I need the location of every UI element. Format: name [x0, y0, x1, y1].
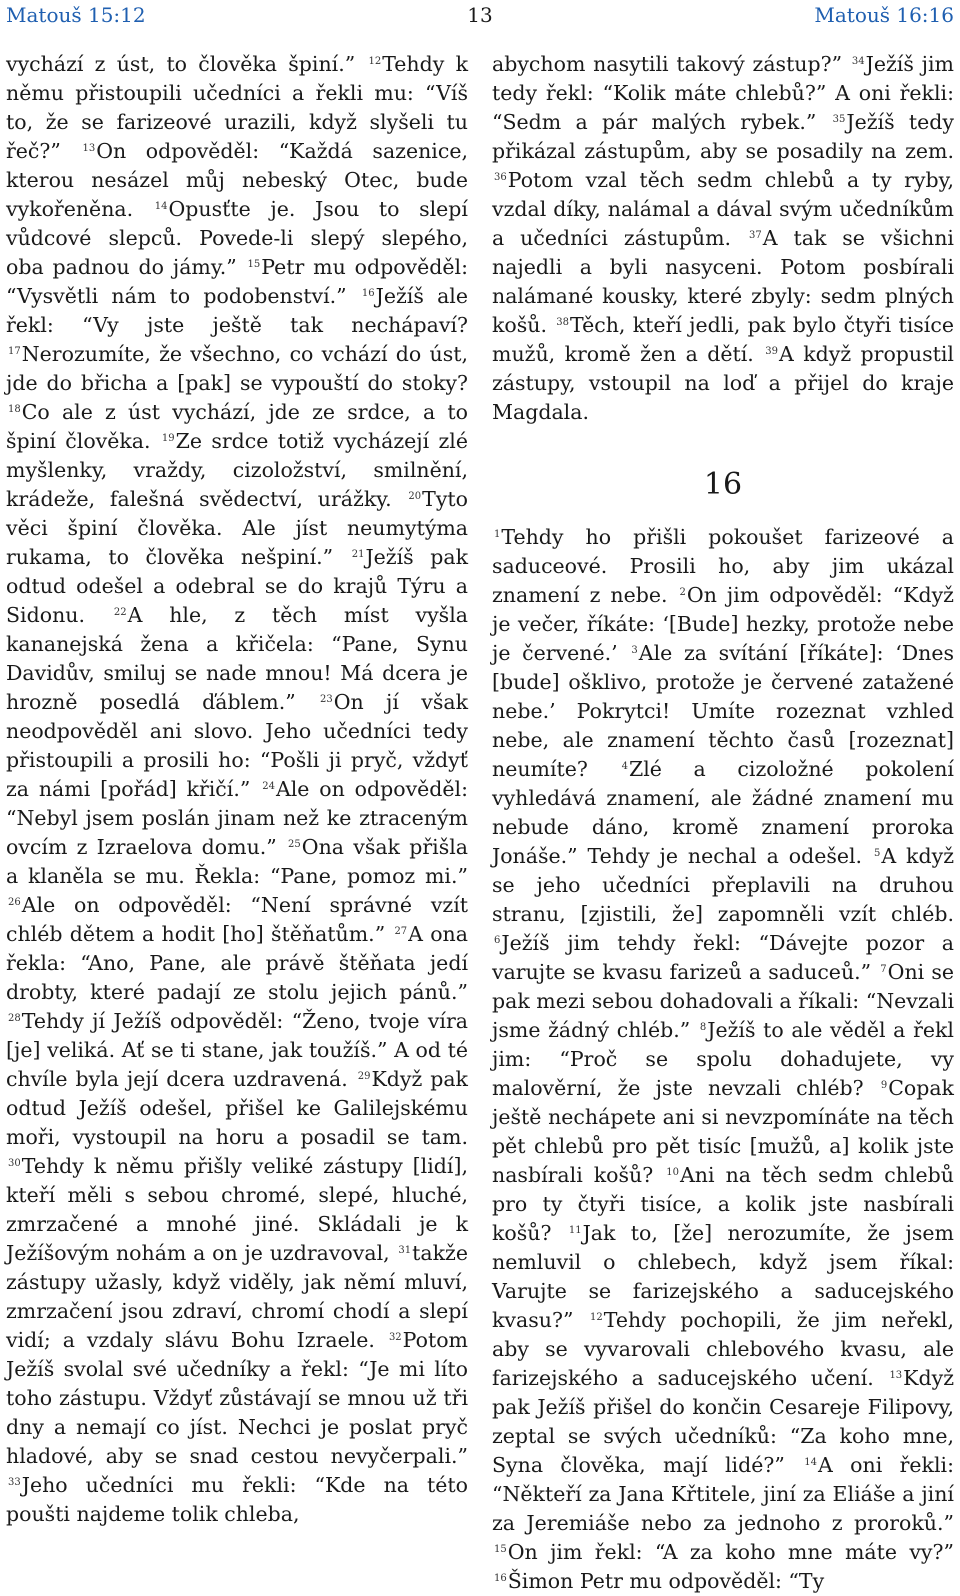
verse-number: 24 [262, 781, 275, 792]
verse-text: abychom nasytili takový zástup?” [492, 52, 843, 76]
verse-number: 17 [8, 346, 21, 357]
verse-number: 35 [832, 114, 846, 125]
verse-text: takže zástupy užasly, když viděly, jak němí mluví, zmrzačení jsou zdraví, chromí chodí a slepí vidí; a vzdaly slávu Bohu Izraele. [6, 1241, 468, 1352]
verse-text: Tehdy k němu přišly veliké zástupy [lidí], kteří měli s sebou chromé, slepé, hluché, zmrzačené a mnohé jiné. Skládali je k Ježíšovým nohám a on je uzdravoval, [6, 1154, 468, 1265]
verse-number: 12 [368, 56, 382, 67]
verse-text: Tehdy k němu přistoupili učedníci a řekli mu: “Víš to, že se farizeové urazili, když slyšeli tu řeč?” [6, 52, 468, 163]
verse-number: 19 [161, 433, 175, 444]
verse-text: Ježíš jim tehdy řekl: “Dávejte pozor a varujte se kvasu farizeů a saduceů.” [492, 931, 954, 984]
verse-number: 15 [247, 259, 261, 270]
verse-number: 18 [8, 404, 21, 415]
verse-number: 3 [631, 645, 638, 656]
verse-number: 13 [82, 143, 96, 154]
verse-number: 23 [320, 694, 333, 705]
verse-number: 4 [621, 761, 628, 772]
verse-text: Tehdy jí Ježíš odpověděl: “Ženo, tvoje víra [je] veliká. Ať se ti stane, jak toužíš.” A od té chvíle byla její dcera uzdravená. [6, 1009, 468, 1091]
verse-text: Ježíš tedy přikázal zástupům, aby se posadily na zem. [492, 110, 954, 163]
verse-number: 21 [351, 549, 365, 560]
verse-text: Oni se pak mezi sebou dohadovali a říkali: “Nevzali jsme žádný chléb.” [492, 960, 954, 1042]
verse-text: Opusťte je. Jsou to slepí vůdcové slepců. Povede-li slepý slepého, oba padnou do jámy.” [6, 197, 468, 279]
verse-text: Tehdy ho přišli pokoušet farizeové a saduceové. Prosili ho, aby jim ukázal znamení z nebe. [492, 525, 954, 607]
verse-text: Jak to, [že] nerozumíte, že jsem nemluvil o chlebech, když jsem říkal: Varujte se farizejského a saducejského kvasu?” [492, 1221, 954, 1332]
verse-number: 38 [556, 317, 570, 328]
verse-number: 16 [361, 288, 375, 299]
verse-number: 31 [398, 1245, 412, 1256]
verse-text: Když pak odtud Ježíš odešel, přišel ke Galilejskému moři, vystoupil na horu a posadil se tam. [6, 1067, 468, 1149]
verse-text: Petr mu odpověděl: “Vysvětli nám to podobenství.” [6, 255, 468, 308]
verse-number: 36 [494, 172, 507, 183]
verse-text: On odpověděl: “Každá sazenice, kterou nesázel můj nebeský Otec, bude vykořeněna. [6, 139, 468, 221]
verse-text: Ze srdce totiž vycházejí zlé myšlenky, vraždy, cizoložství, smilnění, krádeže, falešná svědectví, urážky. [6, 429, 468, 511]
verse-number: 6 [494, 935, 501, 946]
verse-text: Zlé a cizoložné pokolení vyhledává znamení, ale žádné znamení mu nebude dáno, kromě znamení proroka Jonáše.” Tehdy je nechal a odešel. [492, 757, 954, 868]
verse-number: 14 [804, 1457, 817, 1468]
verse-text: Ale on odpověděl: “Nebyl jsem poslán jinam než ke ztraceným ovcím z Izraelova domu.” [6, 777, 468, 859]
verse-number: 8 [699, 1022, 707, 1033]
verse-text: Ale za svítání [říkáte]: ‘Dnes [bude] ošklivo, protože je červené zatažené nebe.’ Pokrytci! Umíte rozeznat vzhled nebe, ale znamení těchto časů [rozeznat] neumíte? [492, 641, 955, 781]
verse-text: Potom vzal těch sedm chlebů a ty ryby, vzdal díky, nalámal a dával svým učedníkům a učedníci zástupům. [492, 168, 954, 250]
page-number: 13 [467, 3, 493, 27]
verse-text: A ona řekla: “Ano, Pane, ale právě štěňata jedí drobty, které padají ze stolu jejich pánů.” [6, 922, 468, 1004]
verse-number: 39 [765, 346, 778, 357]
verse-text: On jim odpověděl: “Když je večer, říkáte: ‘[Bude] hezky, protože nebe je červené.’ [492, 583, 954, 665]
verse-text: Nerozumíte, že všechno, co vchází do úst, jde do břicha a [pak] se vypouští do stoky? [6, 342, 468, 395]
verse-text: Tehdy pochopili, že jim neřekl, aby se vyvarovali chlebového kvasu, ale farizejského a saducejského učení. [492, 1308, 954, 1390]
page-header [0, 0, 960, 30]
right-column [492, 50, 954, 1596]
verse-number: 12 [590, 1312, 603, 1323]
verse-text: A když propustil zástupy, vstoupil na loď a přijel do kraje Magdala. [492, 342, 954, 424]
verse-number: 27 [394, 926, 408, 937]
verse-number: 7 [880, 964, 887, 975]
verse-text: Copak ještě nechápete ani si nevzpomínáte na těch pět chlebů pro pět tisíc [mužů, a] kolik jste nasbírali košů? [492, 1076, 954, 1187]
verse-text: Jeho učedníci mu řekli: “Kde na této poušti najdeme tolik chleba, [6, 1473, 468, 1526]
verse-number: 9 [880, 1080, 888, 1091]
verse-text: Když pak Ježíš přišel do končin Cesareje Filipovy, zeptal se svých učedníků: “Za koho mne, Syna člověka, mají lidé?” [492, 1366, 954, 1477]
verse-text: Co ale z úst vychází, jde ze srdce, a to špiní člověka. [6, 400, 468, 453]
verse-text: Ježíš to ale věděl a řekl jim: “Proč se spolu dohadujete, vy malověrní, že jste nevzali chléb? [492, 1018, 954, 1100]
verse-number: 11 [568, 1225, 582, 1236]
verse-text: Tyto věci špiní člověka. Ale jíst neumytýma rukama, to člověka nešpiní.” [6, 487, 468, 569]
verse-text: Ale on odpověděl: “Není správné vzít chléb dětem a hodit [ho] štěňatům.” [6, 893, 468, 946]
verse-text: Ježíš pak odtud odešel a odebral se do krajů Týru a Sidonu. [6, 545, 468, 627]
verse-number: 14 [154, 201, 168, 212]
verse-text: Šimon Petr mu odpověděl: “Ty [507, 1569, 825, 1593]
text-block [492, 523, 954, 1596]
verse-text: A oni řekli: “Někteří za Jana Křtitele, jiní za Eliáše a jiní za Jeremiáše nebo za jednoho z proroků.” [492, 1453, 954, 1535]
verse-number: 2 [679, 587, 686, 598]
verse-text: Ona však přišla a klaněla se mu. Řekla: “Pane, pomoz mi.” [6, 835, 468, 888]
header-left-reference: Matouš 15:12 [6, 3, 146, 27]
verse-text: A tak se všichni najedli a byli nasyceni. Potom posbírali nalámané kousky, které zbyly: sedm plných košů. [492, 226, 954, 337]
text-block [6, 50, 468, 1529]
verse-number: 20 [408, 491, 422, 502]
header-right-reference: Matouš 16:16 [814, 3, 954, 27]
verse-number: 28 [8, 1013, 21, 1024]
verse-number: 16 [494, 1573, 507, 1584]
verse-text: A hle, z těch míst vyšla kananejská žena a křičela: “Pane, Synu Davidův, smiluj se nade mnou! Má dcera je hrozně posedlá ďáblem.” [6, 603, 468, 714]
verse-number: 30 [8, 1158, 21, 1169]
verse-text: Potom Ježíš svolal své učedníky a řekl: “Je mi líto toho zástupu. Vždyť zůstávají se mnou už tři dny a nemají co jíst. Nechci je poslat pryč hladové, aby se snad cestou nevyčerpali.” [6, 1328, 468, 1468]
verse-number: 10 [666, 1167, 679, 1178]
chapter-heading: 16 [703, 467, 743, 502]
verse-number: 22 [113, 607, 127, 618]
verse-number: 15 [494, 1544, 507, 1555]
verse-number: 33 [8, 1477, 21, 1488]
verse-number: 5 [873, 848, 881, 859]
verse-text: Ježíš jim tedy řekl: “Kolik máte chlebů?” A oni řekli: “Sedm a pár malých rybek.” [492, 52, 954, 134]
verse-text: vychází z úst, to člověka špiní.” [6, 52, 356, 76]
verse-number: 34 [851, 56, 865, 67]
verse-number: 37 [749, 230, 762, 241]
verse-number: 26 [8, 897, 21, 908]
verse-text: A když se jeho učedníci přeplavili na druhou stranu, [zjistili, že] zapomněli vzít chléb. [492, 844, 954, 926]
verse-text: On jí však neodpověděl ani slovo. Jeho učedníci tedy přistoupili a prosili ho: “Pošli ji pryč, vždyť za námi [pořád] křičí.” [6, 690, 468, 801]
verse-number: 1 [494, 529, 501, 540]
verse-text: Ježíš ale řekl: “Vy jste ještě tak nechápaví? [6, 284, 469, 337]
verse-number: 29 [357, 1071, 371, 1082]
verse-text: Ani na těch sedm chlebů pro ty čtyři tisíce, a kolik jste nasbírali košů? [492, 1163, 954, 1245]
verse-number: 13 [889, 1370, 903, 1381]
verse-number: 32 [388, 1332, 402, 1343]
verse-text: On jim řekl: “A za koho mne máte vy?” [507, 1540, 954, 1564]
verse-number: 25 [288, 839, 301, 850]
text-block [492, 50, 954, 427]
verse-text: Těch, kteří jedli, pak bylo čtyři tisíce mužů, kromě žen a dětí. [492, 313, 954, 366]
left-column [6, 50, 468, 1529]
